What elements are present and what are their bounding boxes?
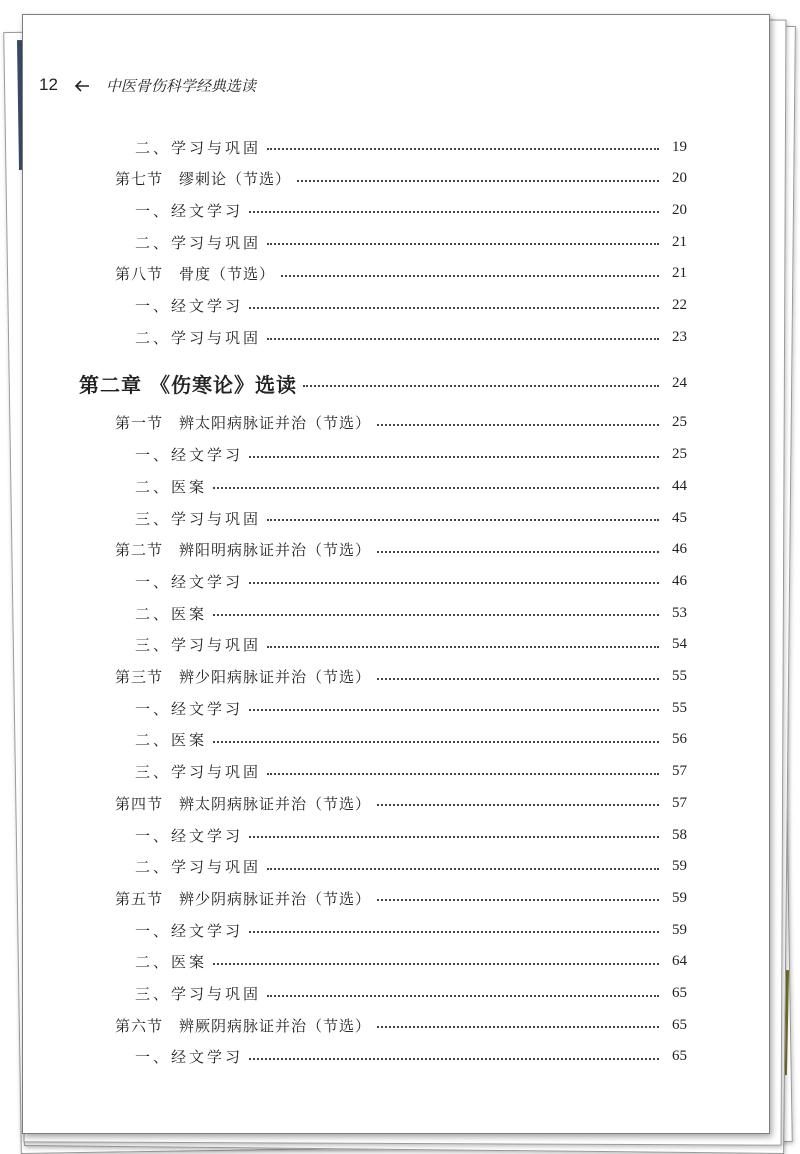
toc-entry-label: 一、经文学习 — [135, 1048, 244, 1067]
toc-section-entry[interactable] — [115, 411, 687, 435]
toc-subsection-entry[interactable] — [115, 325, 687, 349]
toc-section-entry[interactable] — [115, 886, 687, 910]
dot-leader — [249, 1058, 659, 1060]
toc-entry-page: 58 — [672, 826, 687, 843]
toc-subsection-entry[interactable] — [115, 950, 687, 974]
toc-entry-label: 第七节 缪刺论（节选） — [115, 170, 292, 189]
toc-entry-page: 55 — [672, 699, 687, 716]
toc-subsection-entry[interactable] — [115, 633, 687, 657]
toc-entry-label: 二、学习与巩固 — [135, 233, 262, 252]
dot-leader — [267, 868, 659, 870]
toc-subsection-entry[interactable] — [115, 760, 687, 784]
toc-entry-page: 21 — [672, 265, 687, 282]
dot-leader — [249, 211, 659, 213]
toc-entry-label: 三、学习与巩固 — [135, 636, 262, 655]
dot-leader — [377, 678, 659, 680]
toc-subsection-entry[interactable] — [115, 443, 687, 467]
toc-entry-label: 三、学习与巩固 — [135, 985, 262, 1003]
dot-leader — [249, 931, 659, 933]
dot-leader — [213, 741, 659, 743]
toc-entry-page: 25 — [672, 414, 687, 431]
toc-subsection-entry[interactable] — [115, 294, 687, 318]
toc-entry-page: 59 — [672, 889, 687, 906]
toc-subsection-entry[interactable] — [115, 230, 687, 254]
toc-entry-page: 19 — [672, 138, 687, 155]
dot-leader — [377, 899, 659, 901]
dot-leader — [267, 148, 659, 150]
toc-entry-page: 57 — [672, 794, 687, 811]
toc-entry-label: 三、学习与巩固 — [135, 763, 262, 782]
toc-subsection-entry[interactable] — [115, 855, 687, 879]
toc-entry-page: 65 — [672, 985, 687, 1001]
toc-entry-page: 55 — [672, 668, 687, 684]
toc-section-entry[interactable] — [115, 262, 687, 286]
toc-entry-label: 二、医案 — [135, 604, 208, 623]
toc-entry-label: 二、学习与巩固 — [135, 328, 262, 347]
dot-leader — [377, 551, 659, 553]
toc-page — [22, 14, 770, 1134]
dot-leader — [267, 773, 659, 775]
toc-subsection-entry[interactable] — [115, 601, 687, 625]
toc-entry-label: 一、经文学习 — [135, 572, 244, 591]
dot-leader — [249, 836, 659, 838]
toc-subsection-entry[interactable] — [115, 728, 687, 752]
toc-subsection-entry[interactable] — [115, 823, 687, 847]
dot-leader — [267, 519, 659, 521]
toc-entry-page: 54 — [672, 636, 687, 653]
toc-chapter-entry[interactable] — [79, 369, 687, 399]
toc-subsection-entry[interactable] — [115, 918, 687, 942]
toc-subsection-entry[interactable] — [115, 1045, 687, 1069]
toc-entry-label: 第二章 《伤寒论》选读 — [79, 373, 297, 398]
toc-entry-label: 一、经文学习 — [135, 201, 244, 220]
toc-entry-label: 第六节 辨厥阴病脉证并治（节选） — [115, 1016, 372, 1035]
toc-entry-page: 45 — [672, 509, 687, 526]
toc-entry-page: 56 — [672, 731, 687, 748]
toc-entry-label: 第二节 辨阳明病脉证并治（节选） — [115, 541, 372, 560]
toc-entry-page: 20 — [672, 170, 687, 187]
page-header — [39, 73, 256, 97]
dot-leader — [267, 646, 659, 648]
toc-entry-label: 一、经文学习 — [135, 297, 244, 315]
toc-entry-page: 21 — [672, 233, 687, 250]
toc-entry-page: 24 — [672, 375, 687, 392]
dot-leader — [249, 709, 659, 711]
dot-leader — [249, 582, 659, 584]
toc-entry-label: 二、学习与巩固 — [135, 138, 262, 157]
toc-entry-label: 三、学习与巩固 — [135, 509, 262, 528]
toc-entry-page: 46 — [672, 541, 687, 558]
toc-subsection-entry[interactable] — [115, 198, 687, 222]
toc-entry-label: 二、医案 — [135, 953, 208, 972]
toc-entry-page: 59 — [672, 858, 687, 875]
toc-section-entry[interactable] — [115, 665, 687, 689]
dot-leader — [377, 804, 659, 806]
toc-entry-page: 25 — [672, 446, 687, 463]
toc-entry-label: 二、医案 — [135, 477, 208, 496]
dot-leader — [303, 385, 659, 387]
dot-leader — [213, 963, 659, 965]
toc-entry-label: 第五节 辨少阴病脉证并治（节选） — [115, 889, 372, 908]
toc-subsection-entry[interactable] — [115, 135, 687, 159]
dot-leader — [297, 180, 659, 182]
dot-leader — [267, 243, 659, 245]
toc-entry-label: 一、经文学习 — [135, 446, 244, 465]
toc-section-entry[interactable] — [115, 167, 687, 191]
dot-leader — [213, 614, 659, 616]
toc-entry-page: 59 — [672, 921, 687, 938]
toc-entry-label: 第四节 辨太阴病脉证并治（节选） — [115, 794, 372, 813]
toc-entry-page: 53 — [672, 604, 687, 621]
toc-subsection-entry[interactable] — [115, 569, 687, 593]
page-number: 12 — [39, 75, 58, 94]
arrow-left-icon — [74, 78, 90, 92]
toc-subsection-entry[interactable] — [115, 474, 687, 498]
dot-leader — [249, 456, 659, 458]
toc-entry-page: 57 — [672, 763, 687, 780]
dot-leader — [213, 487, 659, 489]
toc-entry-page: 65 — [672, 1048, 687, 1065]
dot-leader — [377, 1026, 659, 1028]
dot-leader — [249, 307, 659, 309]
toc-entry-page: 64 — [672, 953, 687, 970]
toc-entry-page: 23 — [672, 328, 687, 345]
dot-leader — [281, 275, 659, 277]
toc-section-entry[interactable] — [115, 538, 687, 562]
toc-entry-label: 第三节 辨少阳病脉证并治（节选） — [115, 668, 372, 686]
toc-entry-label: 第一节 辨太阳病脉证并治（节选） — [115, 414, 372, 433]
toc-subsection-entry[interactable] — [115, 982, 687, 1006]
book-title: 中医骨伤科学经典选读 — [105, 76, 256, 95]
toc-entry-label: 二、医案 — [135, 731, 208, 750]
toc-entry-label: 一、经文学习 — [135, 921, 244, 940]
dot-leader — [377, 424, 659, 426]
toc-entry-page: 65 — [672, 1016, 687, 1033]
toc-section-entry[interactable] — [115, 1013, 687, 1037]
toc-subsection-entry[interactable] — [115, 696, 687, 720]
toc-entry-label: 一、经文学习 — [135, 699, 244, 718]
toc-section-entry[interactable] — [115, 791, 687, 815]
toc-entry-page: 46 — [672, 572, 687, 589]
toc-entry-label: 第八节 骨度（节选） — [115, 265, 276, 284]
toc-entry-label: 一、经文学习 — [135, 826, 244, 845]
toc-entry-page: 22 — [672, 297, 687, 313]
toc-subsection-entry[interactable] — [115, 506, 687, 530]
toc-entry-label: 二、学习与巩固 — [135, 858, 262, 877]
dot-leader — [267, 995, 659, 997]
toc-entry-page: 20 — [672, 201, 687, 218]
toc-entry-page: 44 — [672, 477, 687, 494]
dot-leader — [267, 338, 659, 340]
